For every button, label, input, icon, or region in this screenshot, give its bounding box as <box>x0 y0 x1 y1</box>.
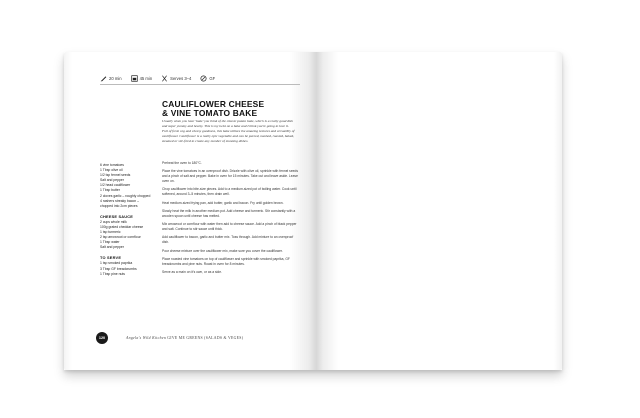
running-footer <box>126 336 243 340</box>
ingredient-line: 2 tsp arrowroot or cornflour <box>100 235 141 240</box>
method-step: Slowly heat the milk in another medium pot. Add cheese and turmeric. Stir constantly with a wooden spoon until cheese has melted. <box>162 208 296 218</box>
recipe-meta <box>100 73 300 83</box>
ingredient-line: 1 Tbsp water <box>100 240 120 245</box>
recipe-intro: Usually when you hear 'bake' you think of the classic potato bake, which is a really good dish and super yummy and hearty. This is my twist on a bake and I think you're going to love it. Full of fresh veg and cheesy goodness, this bake utilises the amazing textures and versatility of cauliflower. Cauliflower is a really epic vegetable and can be pureed, mashed, roasted, baked, steamed or stir-fried to create any number of stunning dishes. <box>162 119 295 143</box>
page-number: 120 <box>96 332 108 344</box>
method-step: Preheat the oven to 180°C. <box>162 161 202 165</box>
ingredients-list <box>100 163 152 282</box>
dietary-label: GF <box>209 75 216 81</box>
ingredient-line: 1 tsp smoked paprika <box>100 261 133 266</box>
cutlery-icon <box>161 75 168 82</box>
left-page <box>64 52 316 370</box>
meta-divider <box>100 84 300 85</box>
method-steps <box>162 161 299 278</box>
oven-icon <box>131 75 138 82</box>
method-step: Mix arrowroot or cornflour with water then add to cheese sauce. Add a pinch of black pepper and salt. Continue to stir sauce until thick. <box>162 222 297 232</box>
prep-time-label: 20 min <box>109 75 122 81</box>
serves-label: Serves 3–4 <box>170 75 192 81</box>
method-step: Serve as a main on it's own, or as a side. <box>162 270 223 275</box>
right-page <box>316 52 562 370</box>
ingredient-line: 2 cloves garlic – roughly chopped <box>100 193 151 198</box>
gluten-free-icon <box>200 75 207 82</box>
ingredient-line: 100g grated cheddar cheese <box>100 224 144 229</box>
ingredient-line: 1 Tbsp butter <box>100 188 120 193</box>
ingredient-line: 1/2 head cauliflower <box>100 183 131 188</box>
ingredient-line: 3 Tbsp GF breadcrumbs <box>100 266 137 271</box>
section-name: GIVE ME GREENS (SALADS & VEGES) <box>167 336 244 340</box>
recipe-title-line-2: & VINE TOMATO BAKE <box>162 108 258 119</box>
method-step: Place the vine tomatoes in an ovenproof dish. Drizzle with olive oil, sprinkle with fennel seeds and a pinch of salt and pepper. Bake in oven for 15 minutes. Take out and leave aside. Leave oven on. <box>162 169 298 184</box>
recipe-title <box>162 100 302 119</box>
method-step: Chop cauliflower into bite-size pieces. Add to a medium-sized pot of boiling water. Cook until softened, around 3–5 minutes, then drain well. <box>162 187 297 197</box>
method-step: Heat medium-sized frying pan, add butter, garlic and bacon. Fry until golden brown. <box>162 200 284 205</box>
open-cookbook <box>64 52 562 370</box>
ingredient-line: 1 Tbsp pine nuts <box>100 271 126 276</box>
ingredient-line: 4 rashers streaky bacon – chopped into 2cm pieces <box>100 198 140 208</box>
page-footer <box>96 331 243 345</box>
method-step: Add cauliflower to bacon, garlic and butter mix. Toss through. Add mixture to an ovenproof dish. <box>162 235 294 245</box>
ingredients-main <box>100 163 152 209</box>
serves <box>161 75 191 82</box>
serve-heading: TO SERVE <box>100 255 122 261</box>
ingredient-line: 1 Tbsp olive oil <box>100 168 123 173</box>
ingredient-line: Salt and pepper <box>100 178 124 183</box>
prep-time <box>100 75 122 82</box>
ingredient-line: 1 tsp turmeric <box>100 230 121 235</box>
ingredients-sauce <box>100 214 152 251</box>
knife-icon <box>100 75 107 82</box>
ingredient-line: 2 cups whole milk <box>100 219 127 224</box>
ingredient-line: Salt and pepper <box>100 245 124 250</box>
ingredient-line: 1/2 tsp fennel seeds <box>100 173 131 178</box>
cook-time-label: 45 min <box>139 75 153 81</box>
sauce-heading: CHEESE SAUCE <box>100 213 134 219</box>
recipe-title-line-1: CAULIFLOWER CHEESE <box>162 99 265 109</box>
ingredients-serve <box>100 255 152 276</box>
brand-name: Angela's Wild Kitchen <box>126 336 167 340</box>
dietary <box>200 75 215 82</box>
cook-time <box>131 75 153 82</box>
ingredient-line: 6 vine tomatoes <box>100 163 124 167</box>
method-step: Pour cheese mixture over the cauliflower mix, make sure you cover the cauliflower. <box>162 248 283 253</box>
method-step: Place roasted vine tomatoes on top of cauliflower and sprinkle with smoked paprika, GF breadcrumbs and pine nuts. Roast in oven for 8 minutes. <box>162 256 290 266</box>
